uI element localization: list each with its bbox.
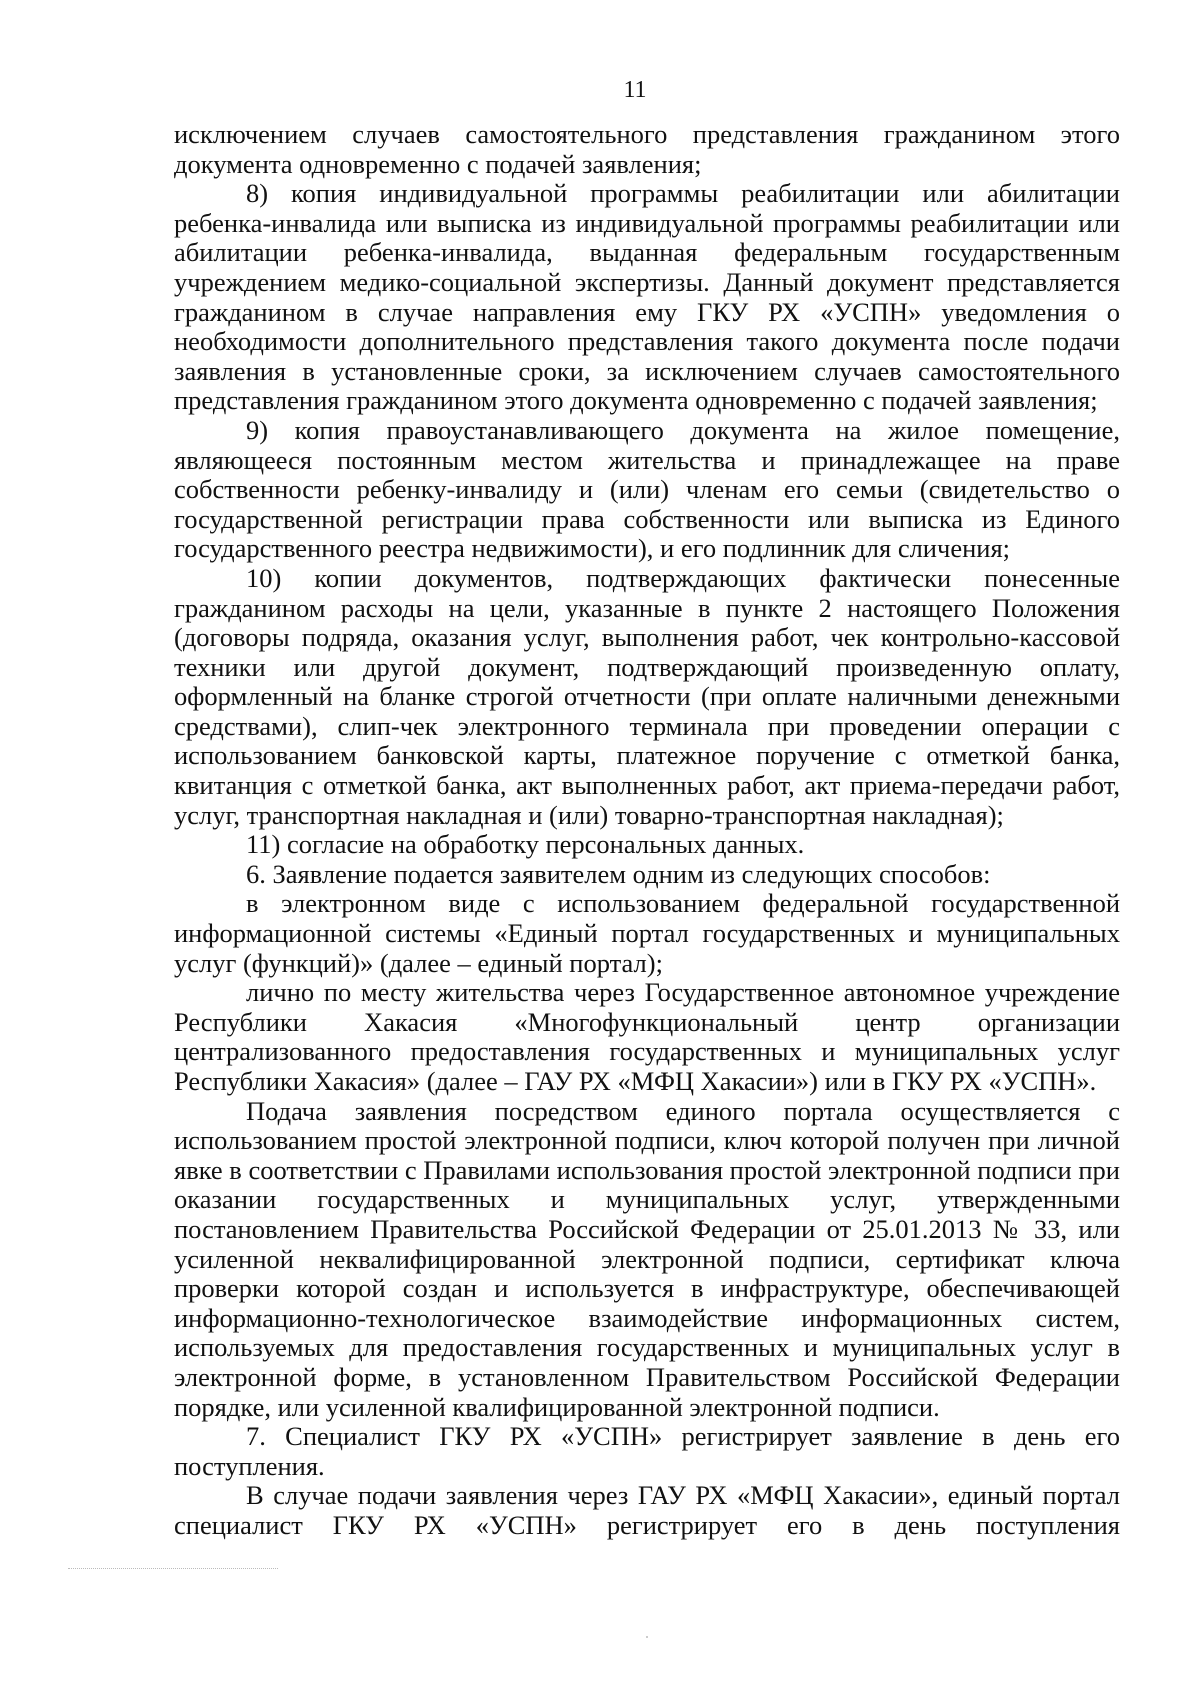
paragraph-mfc-registration: В случае подачи заявления через ГАУ РХ «МФЦ Хакасии», единый портал специалист ГКУ РХ «УСПН» регистрирует его в день поступления (174, 1480, 1120, 1540)
paragraph-portal-signature: Подача заявления посредством единого портала осуществляется с использованием простой электронной подписи, ключ которой получен при личной явке в соответствии с Правилами использования простой электронной подписи при оказании государственных и муниципальных услуг, утвержденными постановлением Правительства Российской Федерации от 25.01.2013 № 33, или усиленной неквалифицированной электронной подписи, сертификат ключа проверки которой создан и используется в инфраструктуре, обеспечивающей информационно-технологическое взаимодействие информационных систем, используемых для предоставления государственных и муниципальных услуг в электронной форме, в установленном Правительством Российской Федерации порядке, или усиленной квалифицированной электронной подписи. (174, 1095, 1120, 1422)
paragraph-item-8: 8) копия индивидуальной программы реабилитации или абилитации ребенка-инвалида или выписка из индивидуальной программы реабилитации или абилитации ребенка-инвалида, выданная федеральным государственным учреждением медико-социальной экспертизы. Данный документ представляется гражданином в случае направления ему ГКУ РХ «УСПН» уведомления о необходимости дополнительного представления такого документа после подачи заявления в установленные сроки, за исключением случаев самостоятельного представления гражданином этого документа одновременно с подачей заявления; (174, 178, 1120, 416)
paragraph-in-person-submission: лично по месту жительства через Государственное автономное учреждение Республики Хакасия «Многофункциональный центр организации централизованного предоставления государственных и муниципальных услуг Республики Хакасия» (далее – ГАУ РХ «МФЦ Хакасии») или в ГКУ РХ «УСПН». (174, 977, 1120, 1096)
scan-artifact-line (68, 1568, 278, 1569)
scan-artifact-dot (646, 1636, 648, 1638)
paragraph-item-11: 11) согласие на обработку персональных данных. (246, 829, 805, 860)
paragraph-electronic-submission: в электронном виде с использованием федеральной государственной информационной системы «Единый портал государственных и муниципальных услуг (функций)» (далее – единый портал); (174, 888, 1120, 978)
page-number: 11 (623, 77, 647, 103)
paragraph-continuation: исключением случаев самостоятельного представления гражданином этого документа одновременно с подачей заявления; (174, 119, 1120, 179)
paragraph-item-9: 9) копия правоустанавливающего документа на жилое помещение, являющееся постоянным местом жительства и принадлежащее на праве собственности ребенку-инвалиду и (или) членам его семьи (свидетельство о государственной регистрации права собственности или выписка из Единого государственного реестра недвижимости), и его подлинник для сличения; (174, 414, 1120, 564)
paragraph-section-6: 6. Заявление подается заявителем одним из следующих способов: (246, 858, 991, 889)
paragraph-section-7: 7. Специалист ГКУ РХ «УСПН» регистрирует заявление в день его поступления. (174, 1421, 1120, 1481)
document-body (174, 120, 1120, 1541)
paragraph-item-10: 10) копии документов, подтверждающих фактически понесенные гражданином расходы на цели, указанные в пункте 2 настоящего Положения (договоры подряда, оказания услуг, выполнения работ, чек контрольно-кассовой техники или другой документ, подтверждающий произведенную оплату, оформленный на бланке строгой отчетности (при оплате наличными денежными средствами), слип-чек электронного терминала при проведении операции с использованием банковской карты, платежное поручение с отметкой банка, квитанция с отметкой банка, акт выполненных работ, акт приема-передачи работ, услуг, транспортная накладная и (или) товарно-транспортная накладная); (174, 562, 1120, 830)
